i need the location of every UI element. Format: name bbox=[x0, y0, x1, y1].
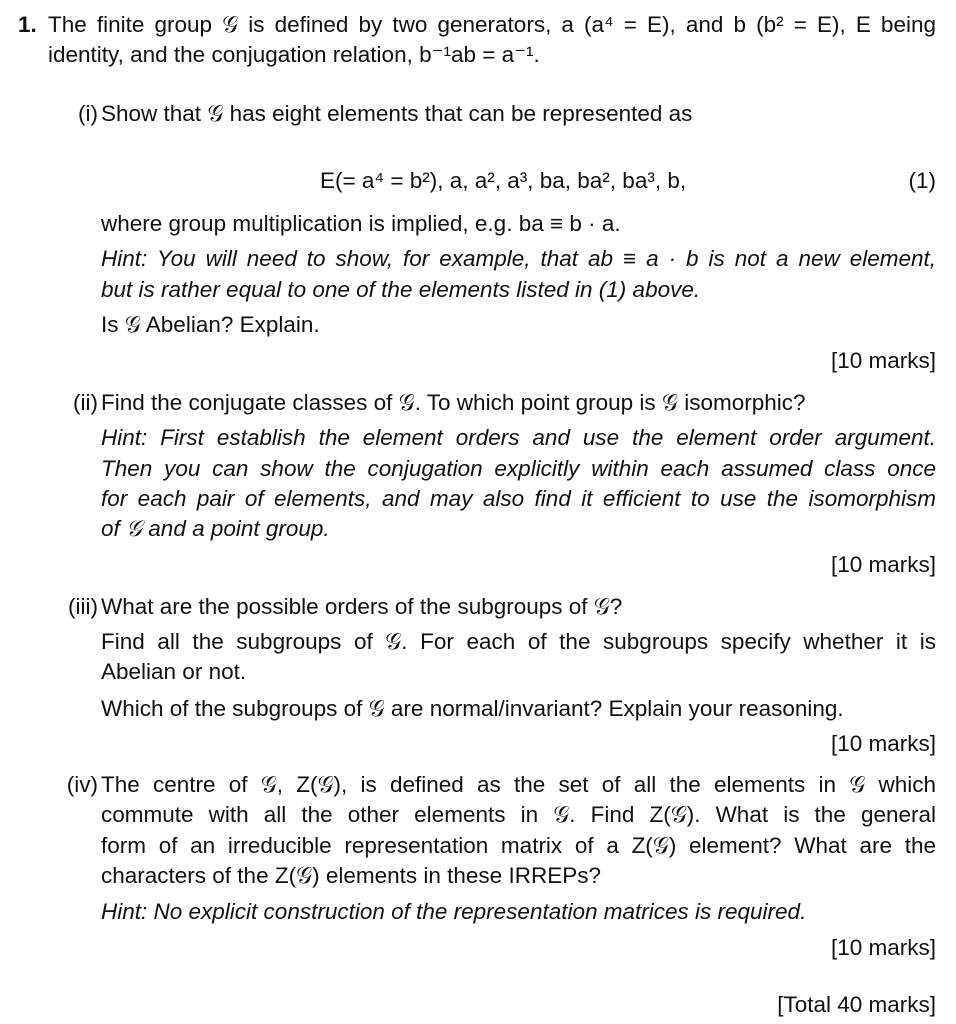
part-label-i: (i) bbox=[78, 101, 98, 126]
question-intro-line-2: identity, and the conjugation relation, b⁻¹ab = a⁻¹. bbox=[48, 42, 540, 67]
question-intro-line-1: The finite group 𝒢 is defined by two generators, a (a⁴ = E), and b (b² = E), E being bbox=[48, 12, 936, 37]
part-i-line-3: Is 𝒢 Abelian? Explain. bbox=[101, 312, 320, 337]
part-label-iv: (iv) bbox=[66, 772, 98, 797]
part-label-iii: (iii) bbox=[68, 594, 98, 619]
part-iv-line-2: commute with all the other elements in 𝒢. Find Z(𝒢). What is the general bbox=[101, 802, 936, 827]
part-iv-line-1: The centre of 𝒢, Z(𝒢), is defined as the set of all the elements in 𝒢 which bbox=[101, 772, 936, 797]
part-iv-hint: Hint: No explicit construction of the representation matrices is required. bbox=[101, 899, 807, 924]
part-iii-line-1: What are the possible orders of the subgroups of 𝒢? bbox=[101, 594, 623, 619]
equation-number: (1) bbox=[908, 168, 936, 193]
part-i-line-2: where group multiplication is implied, e.g. ba ≡ b · a. bbox=[101, 211, 621, 236]
part-ii-hint-line-3: for each pair of elements, and may also find it efficient to use the isomorphism bbox=[101, 486, 936, 511]
part-iii-line-2: Find all the subgroups of 𝒢. For each of the subgroups specify whether it is bbox=[101, 629, 936, 654]
part-ii-hint-line-1: Hint: First establish the element orders and use the element order argument. bbox=[101, 425, 936, 450]
part-iv-line-3: form of an irreducible representation matrix of a Z(𝒢) element? What are the bbox=[101, 833, 936, 858]
total-marks: [Total 40 marks] bbox=[777, 992, 936, 1017]
part-ii-hint-line-2: Then you can show the conjugation explicitly within each assumed class once bbox=[101, 456, 936, 481]
part-iii-line-4: Which of the subgroups of 𝒢 are normal/invariant? Explain your reasoning. bbox=[101, 696, 844, 721]
part-i-hint-line-1: Hint: You will need to show, for example, that ab ≡ a · b is not a new element, bbox=[101, 246, 936, 271]
part-label-ii: (ii) bbox=[73, 390, 98, 415]
part-iii-line-3: Abelian or not. bbox=[101, 659, 247, 684]
equation-1: E(= a⁴ = b²), a, a², a³, ba, ba², ba³, b, bbox=[320, 168, 687, 193]
part-iii-marks: [10 marks] bbox=[830, 731, 936, 756]
part-ii-marks: [10 marks] bbox=[830, 552, 936, 577]
part-iv-line-4: characters of the Z(𝒢) elements in these IRREPs? bbox=[101, 863, 601, 888]
part-ii-line-1: Find the conjugate classes of 𝒢. To which point group is 𝒢 isomorphic? bbox=[101, 390, 806, 415]
part-ii-hint-line-4: of 𝒢 and a point group. bbox=[101, 516, 330, 541]
part-iv-marks: [10 marks] bbox=[830, 935, 936, 960]
part-i-marks: [10 marks] bbox=[830, 348, 936, 373]
part-i-line-1: Show that 𝒢 has eight elements that can be represented as bbox=[101, 101, 693, 126]
question-number: 1. bbox=[18, 12, 37, 37]
part-i-hint-line-2: but is rather equal to one of the elements listed in (1) above. bbox=[101, 277, 701, 302]
